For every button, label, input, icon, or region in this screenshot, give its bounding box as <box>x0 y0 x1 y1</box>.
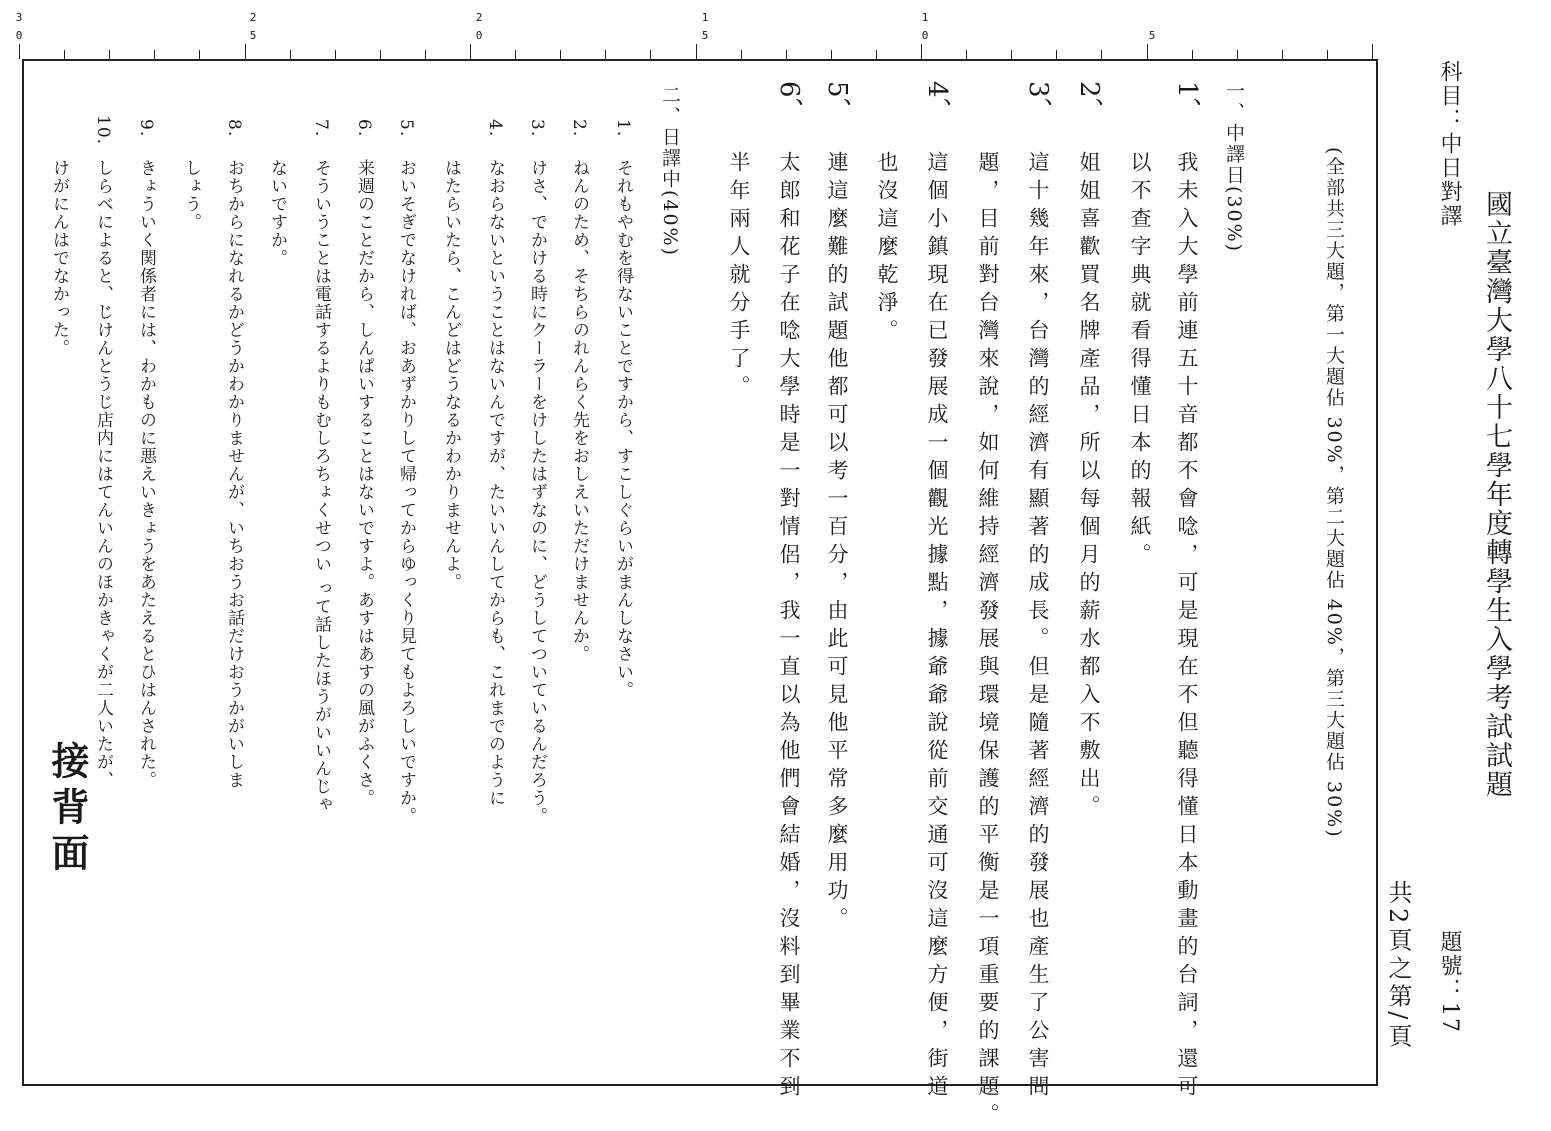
question-text: 半年兩人就分手了。 <box>727 151 751 403</box>
question-text: はたらいたら、こんどはどうなるかわかりませんよ。 <box>441 159 461 591</box>
question-number: 1、 <box>1172 81 1202 124</box>
page-ruler <box>0 0 1551 60</box>
score-note: (全部共三大題，第一大題佔 30%，第二大題佔 40%，第三大題佔 30%) <box>1323 147 1345 839</box>
ruler-tick <box>64 50 65 59</box>
question-text: きょういく関係者には、わかものに悪えいきょうをあたえるとひはんされた。 <box>136 159 156 789</box>
question-text: なおらないということはないんですが、たいいんしてからも、これまでのように <box>485 159 505 807</box>
ruler-label: 5 <box>1148 29 1156 42</box>
question-text: 連這麼難的試題他都可以考一百分，由此可見他平常多麼用功。 <box>825 151 849 935</box>
see-reverse-stamp: 接背面 <box>45 741 89 879</box>
ruler-tick <box>515 50 516 59</box>
ruler-tick <box>1147 44 1148 59</box>
question-text: それもやむを得ないことですから、すこしぐらいがまんしなさい。 <box>613 159 633 699</box>
ruler-label: 0 <box>15 29 23 42</box>
question-number: 5、 <box>822 81 852 124</box>
ruler-tick <box>741 50 742 59</box>
exam-title: 國立臺灣大學八十七學年度轉學生入學考試試題 <box>1481 190 1512 799</box>
question-text: けさ、でかける時にクーラーをけしたはずなのに、どうしてついているんだろう。 <box>527 159 547 825</box>
ruler-tick <box>696 44 697 59</box>
ruler-tick <box>876 50 877 59</box>
ruler-tick <box>470 44 471 59</box>
question-number: 3. <box>527 119 547 138</box>
question-number: 10. <box>93 115 113 146</box>
question-text: しょう。 <box>181 159 201 231</box>
question-number: 9. <box>136 119 156 138</box>
question-text: しらべによると、じけんとうじ店内にはてんいんのほかきゃくが二人いたが、 <box>93 159 113 789</box>
question-number: 7. <box>311 119 331 138</box>
ruler-tick <box>1192 50 1193 59</box>
ruler-tick <box>1101 50 1102 59</box>
subject-label: 科目：中日對譯 <box>1437 60 1462 228</box>
ruler-tick <box>109 50 110 59</box>
question-text: 以不查字典就看得懂日本的報紙。 <box>1128 151 1152 571</box>
ruler-tick <box>560 50 561 59</box>
ruler-tick <box>1372 44 1373 59</box>
question-text: けがにんはでなかった。 <box>49 159 69 357</box>
section2-heading: 二、日譯中(40%) <box>659 85 681 258</box>
question-number: 題號：17 <box>1437 930 1462 1034</box>
page-count: 共2頁之第/頁 <box>1384 880 1412 1052</box>
ruler-label: 1 <box>701 11 709 24</box>
section1-heading: 一、中譯日(30%) <box>1223 81 1245 254</box>
ruler-tick <box>1056 50 1057 59</box>
question-text: 太郎和花子在唸大學時是一對情侶，我一直以為他們會結婚，沒料到畢業不到 <box>777 151 801 1103</box>
ruler-tick <box>1282 50 1283 59</box>
ruler-tick <box>921 44 922 59</box>
ruler-label: 5 <box>701 29 709 42</box>
ruler-tick <box>380 50 381 59</box>
ruler-label: 2 <box>249 11 257 24</box>
exam-frame <box>22 59 1378 1131</box>
question-number: 3、 <box>1023 81 1053 124</box>
ruler-tick <box>245 44 246 59</box>
question-text: 這個小鎮現在已發展成一個觀光據點，據爺爺說從前交通可沒這麼方便，街道 <box>925 151 949 1103</box>
question-number: 6、 <box>774 81 804 124</box>
ruler-tick <box>425 50 426 59</box>
question-text: ないですか。 <box>267 159 287 267</box>
ruler-tick <box>605 50 606 59</box>
question-text: ねんのため、そちらのれんらく先をおしえいただけませんか。 <box>569 159 589 663</box>
question-text: 這十幾年來，台灣的經濟有顯著的成長。但是隨著經濟的發展也產生了公害問 <box>1026 151 1050 1103</box>
question-number: 5. <box>396 119 416 138</box>
question-text: 姐姐喜歡買名牌產品，所以每個月的薪水都入不敷出。 <box>1077 151 1101 823</box>
ruler-tick <box>786 50 787 59</box>
question-text: おいそぎでなければ、おあずかりして帰ってからゆっくり見てもよろしいですか。 <box>396 159 416 825</box>
question-number: 2、 <box>1074 81 1104 124</box>
question-text: 来週のことだから、しんぱいすることはないですよ。あすはあすの風がふくさ。 <box>354 159 374 807</box>
question-number: 6. <box>354 119 374 138</box>
question-number: 4. <box>485 119 505 138</box>
ruler-label: 2 <box>475 11 483 24</box>
ruler-label: 3 <box>15 11 23 24</box>
ruler-tick <box>966 50 967 59</box>
question-text: 題，目前對台灣來說，如何維持經濟發展與環境保護的平衡是一項重要的課題。 <box>976 151 1000 1131</box>
ruler-label: 1 <box>921 11 929 24</box>
ruler-label: 5 <box>249 29 257 42</box>
ruler-tick <box>154 50 155 59</box>
ruler-tick <box>199 50 200 59</box>
ruler-label: 0 <box>475 29 483 42</box>
ruler-tick <box>831 50 832 59</box>
ruler-tick <box>19 44 20 59</box>
question-text: そういうことは電話するよりもむしろちょくせつい って話したほうがいいんじゃ <box>311 159 331 814</box>
question-text: 我未入大學前連五十音都不會唸，可是現在不但聽得懂日本動畫的台詞，還可 <box>1175 151 1199 1103</box>
question-number: 2. <box>569 119 589 138</box>
ruler-tick <box>1011 50 1012 59</box>
question-text: 也沒這麼乾淨。 <box>875 151 899 347</box>
ruler-tick <box>1237 50 1238 59</box>
ruler-tick <box>1327 50 1328 59</box>
ruler-label: 0 <box>921 29 929 42</box>
question-number: 4、 <box>922 81 952 124</box>
ruler-tick <box>290 50 291 59</box>
ruler-tick <box>335 50 336 59</box>
question-text: おちからになれるかどうかわかりませんが、いちおうお話だけおうかがいしま <box>224 159 244 789</box>
question-number: 1. <box>613 119 633 138</box>
ruler-tick <box>650 50 651 59</box>
question-number: 8. <box>224 119 244 138</box>
